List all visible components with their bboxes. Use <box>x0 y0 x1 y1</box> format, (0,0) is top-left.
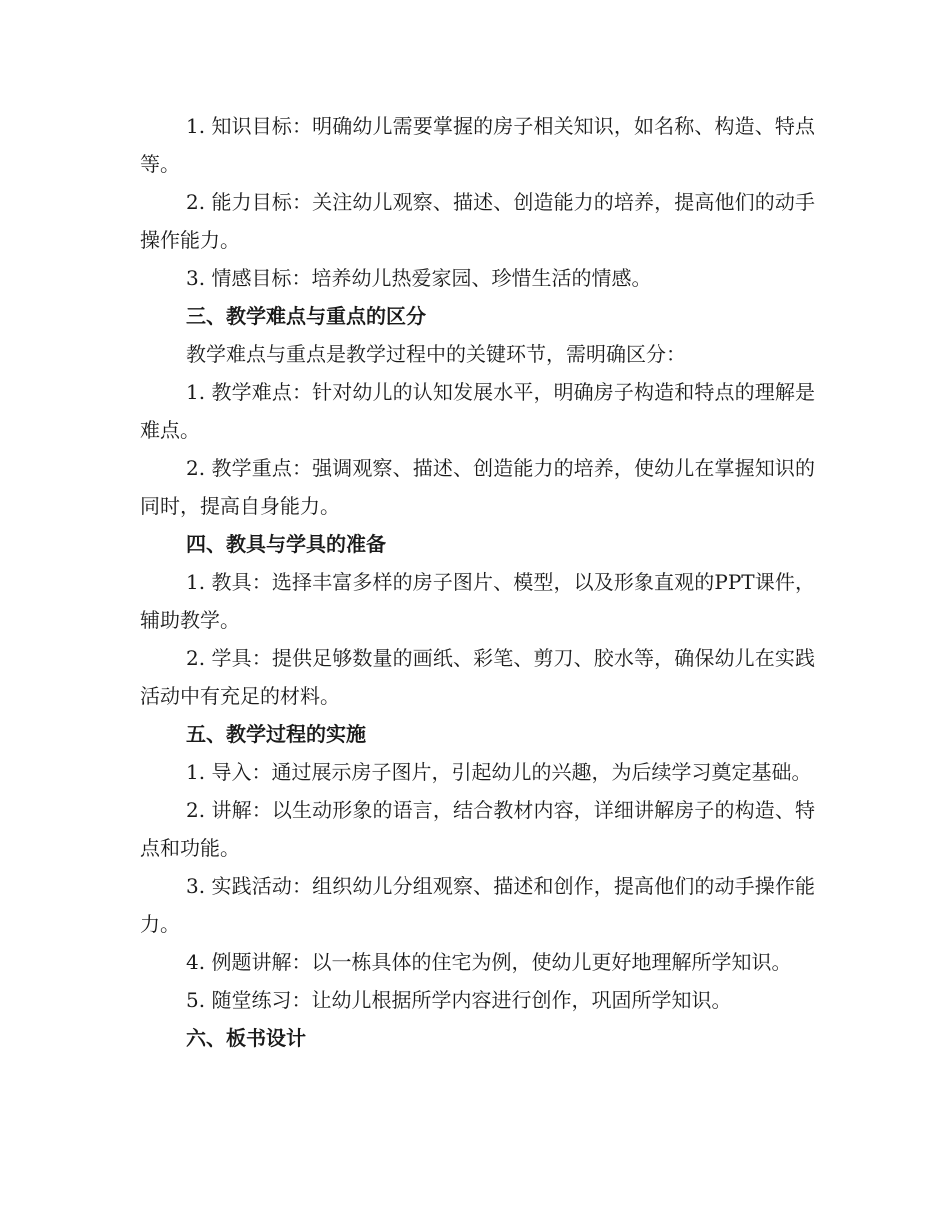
section-heading-difficulty: 三、教学难点与重点的区分 <box>186 304 426 328</box>
document-body <box>140 107 815 1057</box>
paragraph-difficulty-intro: 教学难点与重点是教学过程中的关键环节，需明确区分： <box>186 342 686 366</box>
paragraph-teaching-focus: 2. 教学重点：强调观察、描述、创造能力的培养，使幼儿在掌握知识的同时，提高自身能力。 <box>140 456 815 518</box>
paragraph-ability-goal: 2. 能力目标：关注幼儿观察、描述、创造能力的培养，提高他们的动手操作能力。 <box>140 190 815 252</box>
paragraph-introduction: 1. 导入：通过展示房子图片，引起幼儿的兴趣，为后续学习奠定基础。 <box>186 760 812 784</box>
paragraph-class-exercise: 5. 随堂练习：让幼儿根据所学内容进行创作，巩固所学知识。 <box>186 988 732 1012</box>
paragraph-emotion-goal: 3. 情感目标：培养幼儿热爱家园、珍惜生活的情感。 <box>186 266 652 290</box>
section-heading-materials: 四、教具与学具的准备 <box>186 532 386 556</box>
section-heading-board-design: 六、板书设计 <box>186 1026 306 1050</box>
section-heading-process: 五、教学过程的实施 <box>186 722 366 746</box>
paragraph-explanation: 2. 讲解：以生动形象的语言，结合教材内容，详细讲解房子的构造、特点和功能。 <box>140 798 815 860</box>
paragraph-knowledge-goal: 1. 知识目标：明确幼儿需要掌握的房子相关知识，如名称、构造、特点等。 <box>140 114 815 176</box>
paragraph-practice-activity: 3. 实践活动：组织幼儿分组观察、描述和创作，提高他们的动手操作能力。 <box>140 874 815 936</box>
paragraph-teaching-aids: 1. 教具：选择丰富多样的房子图片、模型，以及形象直观的PPT课件，辅助教学。 <box>140 570 815 632</box>
paragraph-teaching-difficulty: 1. 教学难点：针对幼儿的认知发展水平，明确房子构造和特点的理解是难点。 <box>140 380 815 442</box>
paragraph-learning-tools: 2. 学具：提供足够数量的画纸、彩笔、剪刀、胶水等，确保幼儿在实践活动中有充足的材料。 <box>140 646 815 708</box>
paragraph-example: 4. 例题讲解：以一栋具体的住宅为例，使幼儿更好地理解所学知识。 <box>186 950 792 974</box>
